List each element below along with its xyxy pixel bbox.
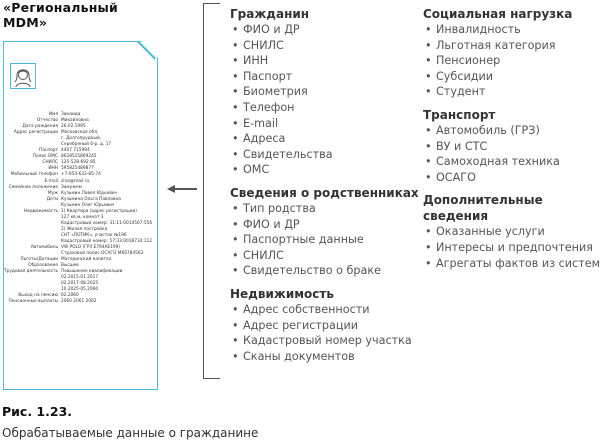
category-item: • Субсидии xyxy=(423,69,583,85)
card-field-value: 02.2017-08.2025 xyxy=(61,281,99,287)
card-field-value: Серебряный б-р, д. 17 xyxy=(61,142,112,148)
card-field-value: 4407 715994 xyxy=(61,148,90,154)
category-item: • ОСАГО xyxy=(423,170,583,186)
category-group xyxy=(423,6,583,100)
card-field-value: 2) Жилая постройка xyxy=(61,226,108,232)
category-item: • Самоходная техника xyxy=(423,154,583,170)
category-item: • ФИО и ДР xyxy=(230,217,410,233)
category-item: • СНИЛС xyxy=(230,248,410,264)
avatar-woman-icon xyxy=(10,63,36,89)
card-field-label: Паспорт xyxy=(39,148,58,154)
card-field-label: Имя xyxy=(48,112,58,117)
category-item: • Инвалидность xyxy=(423,22,583,38)
card-field-label: Отчество xyxy=(36,118,58,124)
mdm-title-line2: MDM» xyxy=(3,15,48,30)
card-field-value: Кадастровый номер: 31:11:0014567:556 xyxy=(61,220,153,226)
category-item: • Адрес собственности xyxy=(230,302,410,318)
category-item: • Свидетельство о браке xyxy=(230,263,410,279)
category-item: • Адреса xyxy=(230,131,410,147)
mdm-title-line1: «Региональный xyxy=(3,0,119,15)
category-item: • Биометрия xyxy=(230,84,410,100)
card-field-value: 26.02.1995 xyxy=(61,124,86,130)
category-item: • Оказанные услуги xyxy=(423,224,583,240)
category-item: • Свидетельства xyxy=(230,147,410,163)
card-field-value: 125-528-692 85 xyxy=(61,160,96,166)
card-field-label: Пенсионные выплаты xyxy=(8,299,58,305)
card-field-label: ИНН xyxy=(48,166,58,172)
category-item: • СНИЛС xyxy=(230,38,410,54)
card-field-label: Мобильный телефон xyxy=(10,172,58,178)
arrow-line xyxy=(173,188,197,190)
category-group xyxy=(423,192,600,271)
card-field-label: Полис ОМС xyxy=(32,154,58,160)
category-title: Гражданин xyxy=(230,7,310,21)
card-field-value: Кузьмин Павел Юрьевич xyxy=(61,190,118,196)
category-item: • ВУ и СТС xyxy=(423,139,583,155)
category-item: • Интересы и предпочтения xyxy=(423,240,583,256)
category-item: • Паспортные данные xyxy=(230,232,410,248)
card-field-label: Семейное положение xyxy=(8,184,58,190)
card-field-row xyxy=(4,299,159,305)
card-field-label: E-mail xyxy=(44,178,58,184)
citizen-card xyxy=(3,41,158,390)
category-item: • Адрес регистрации xyxy=(230,318,410,334)
card-field-value: 1) Квартира (адрес регистрации) xyxy=(61,208,137,214)
card-field-label: Адрес регистрации xyxy=(13,130,58,136)
card-field-label: Недвижимость xyxy=(23,208,58,214)
card-field-value: 02.2015-01.2017 xyxy=(61,275,99,281)
category-item: • Паспорт xyxy=(230,69,410,85)
category-group xyxy=(230,286,410,364)
figure-caption: Обрабатываемые данные о гражданине xyxy=(2,426,259,440)
card-field-value: Московская обл, xyxy=(61,130,99,136)
category-item: • Кадастровый номер участка xyxy=(230,333,410,349)
category-group xyxy=(230,6,410,178)
category-item: • Телефон xyxy=(230,100,410,116)
card-field-value: Кадастровый номер: 57:33:0018732:112 xyxy=(61,238,153,244)
category-title: сведения xyxy=(423,209,489,224)
card-field-value: СНТ «ПОТИК», участок №196 xyxy=(61,232,127,238)
category-items xyxy=(230,22,410,178)
card-field-label: Дети xyxy=(46,196,58,202)
category-item: • Автомобиль (ГРЗ) xyxy=(423,123,583,139)
category-title: Сведения о родственниках xyxy=(230,185,419,200)
card-field-value: Материнский капитал xyxy=(61,257,112,263)
card-field-value: Повышение квалификации xyxy=(61,269,123,275)
category-item: • E-mail xyxy=(230,116,410,132)
category-item: • Тип родства xyxy=(230,201,410,217)
card-field-value: Замужем xyxy=(61,184,82,190)
category-items xyxy=(423,123,583,185)
category-item: • ИНН xyxy=(230,53,410,69)
category-title: Социальная нагрузка xyxy=(423,7,573,21)
category-title: Недвижимость xyxy=(230,286,334,301)
arrow-left-icon xyxy=(167,185,175,193)
category-item: • Сканы документов xyxy=(230,349,410,365)
category-items xyxy=(423,224,600,271)
card-field-value: Кузьмина Ольга Павловна xyxy=(61,196,121,202)
card-field-label: Льготы/Дотации xyxy=(20,257,58,263)
category-item: • Студент xyxy=(423,84,583,100)
card-field-value: 10.2025-05.2060 xyxy=(61,287,99,293)
card-fields xyxy=(4,112,159,306)
mdm-title xyxy=(3,0,118,30)
category-title: Дополнительные xyxy=(423,193,543,208)
category-title: Транспорт xyxy=(423,107,496,122)
card-folded-corner xyxy=(141,41,159,59)
categories-right-column xyxy=(423,6,600,278)
card-field-value: Зинаида xyxy=(61,112,81,117)
category-item: • ФИО и ДР xyxy=(230,22,410,38)
card-field-label: Образование xyxy=(28,263,58,269)
category-items xyxy=(423,22,583,100)
card-field-value: +7-954-632-85-74 xyxy=(61,172,101,178)
card-field-value: 595825489877 xyxy=(61,166,94,172)
category-item: • ОМС xyxy=(230,162,410,178)
category-group xyxy=(230,185,419,279)
card-field-label: Автомобиль xyxy=(30,245,58,251)
category-group xyxy=(423,107,583,185)
card-field-label: СНИЛС xyxy=(42,160,58,166)
card-field-value: Михайловна xyxy=(61,118,89,124)
card-field-label: Дата рождения xyxy=(22,124,58,130)
category-item: • Агрегаты фактов из систем xyxy=(423,256,583,272)
card-field-value: Страховой полис ОСАГО М66784563 xyxy=(61,251,144,257)
card-field-value: г. Долгопрудный, xyxy=(61,136,102,142)
category-item: • Льготная категория xyxy=(423,38,583,54)
figure-number: Рис. 1.23. xyxy=(2,404,73,419)
card-field-label: Муж xyxy=(47,190,58,196)
card-field-value: Высшее xyxy=(61,263,79,269)
card-field-value: 8628515869245 xyxy=(61,154,97,160)
category-items xyxy=(230,201,410,279)
card-field-value: 127 кв.м, комнат 3 xyxy=(61,214,104,220)
categories-left-column xyxy=(230,6,419,371)
card-field-label: Выход на пенсию xyxy=(18,293,58,299)
card-field-value: Кузьмин Олег Юрьевич xyxy=(61,202,115,208)
card-field-label: Трудовая деятельность xyxy=(4,269,59,275)
card-field-value: 02.2060 xyxy=(61,293,79,299)
card-field-value: zina@mail.ru xyxy=(61,178,90,184)
category-item: • Пенсионер xyxy=(423,53,583,69)
card-field-value: VW POLO (ГРЗ Е794АЕ199) xyxy=(61,245,120,251)
card-field-value: 2060 2061 2062 xyxy=(61,299,97,305)
category-items xyxy=(230,302,410,364)
category-bracket xyxy=(203,3,220,379)
